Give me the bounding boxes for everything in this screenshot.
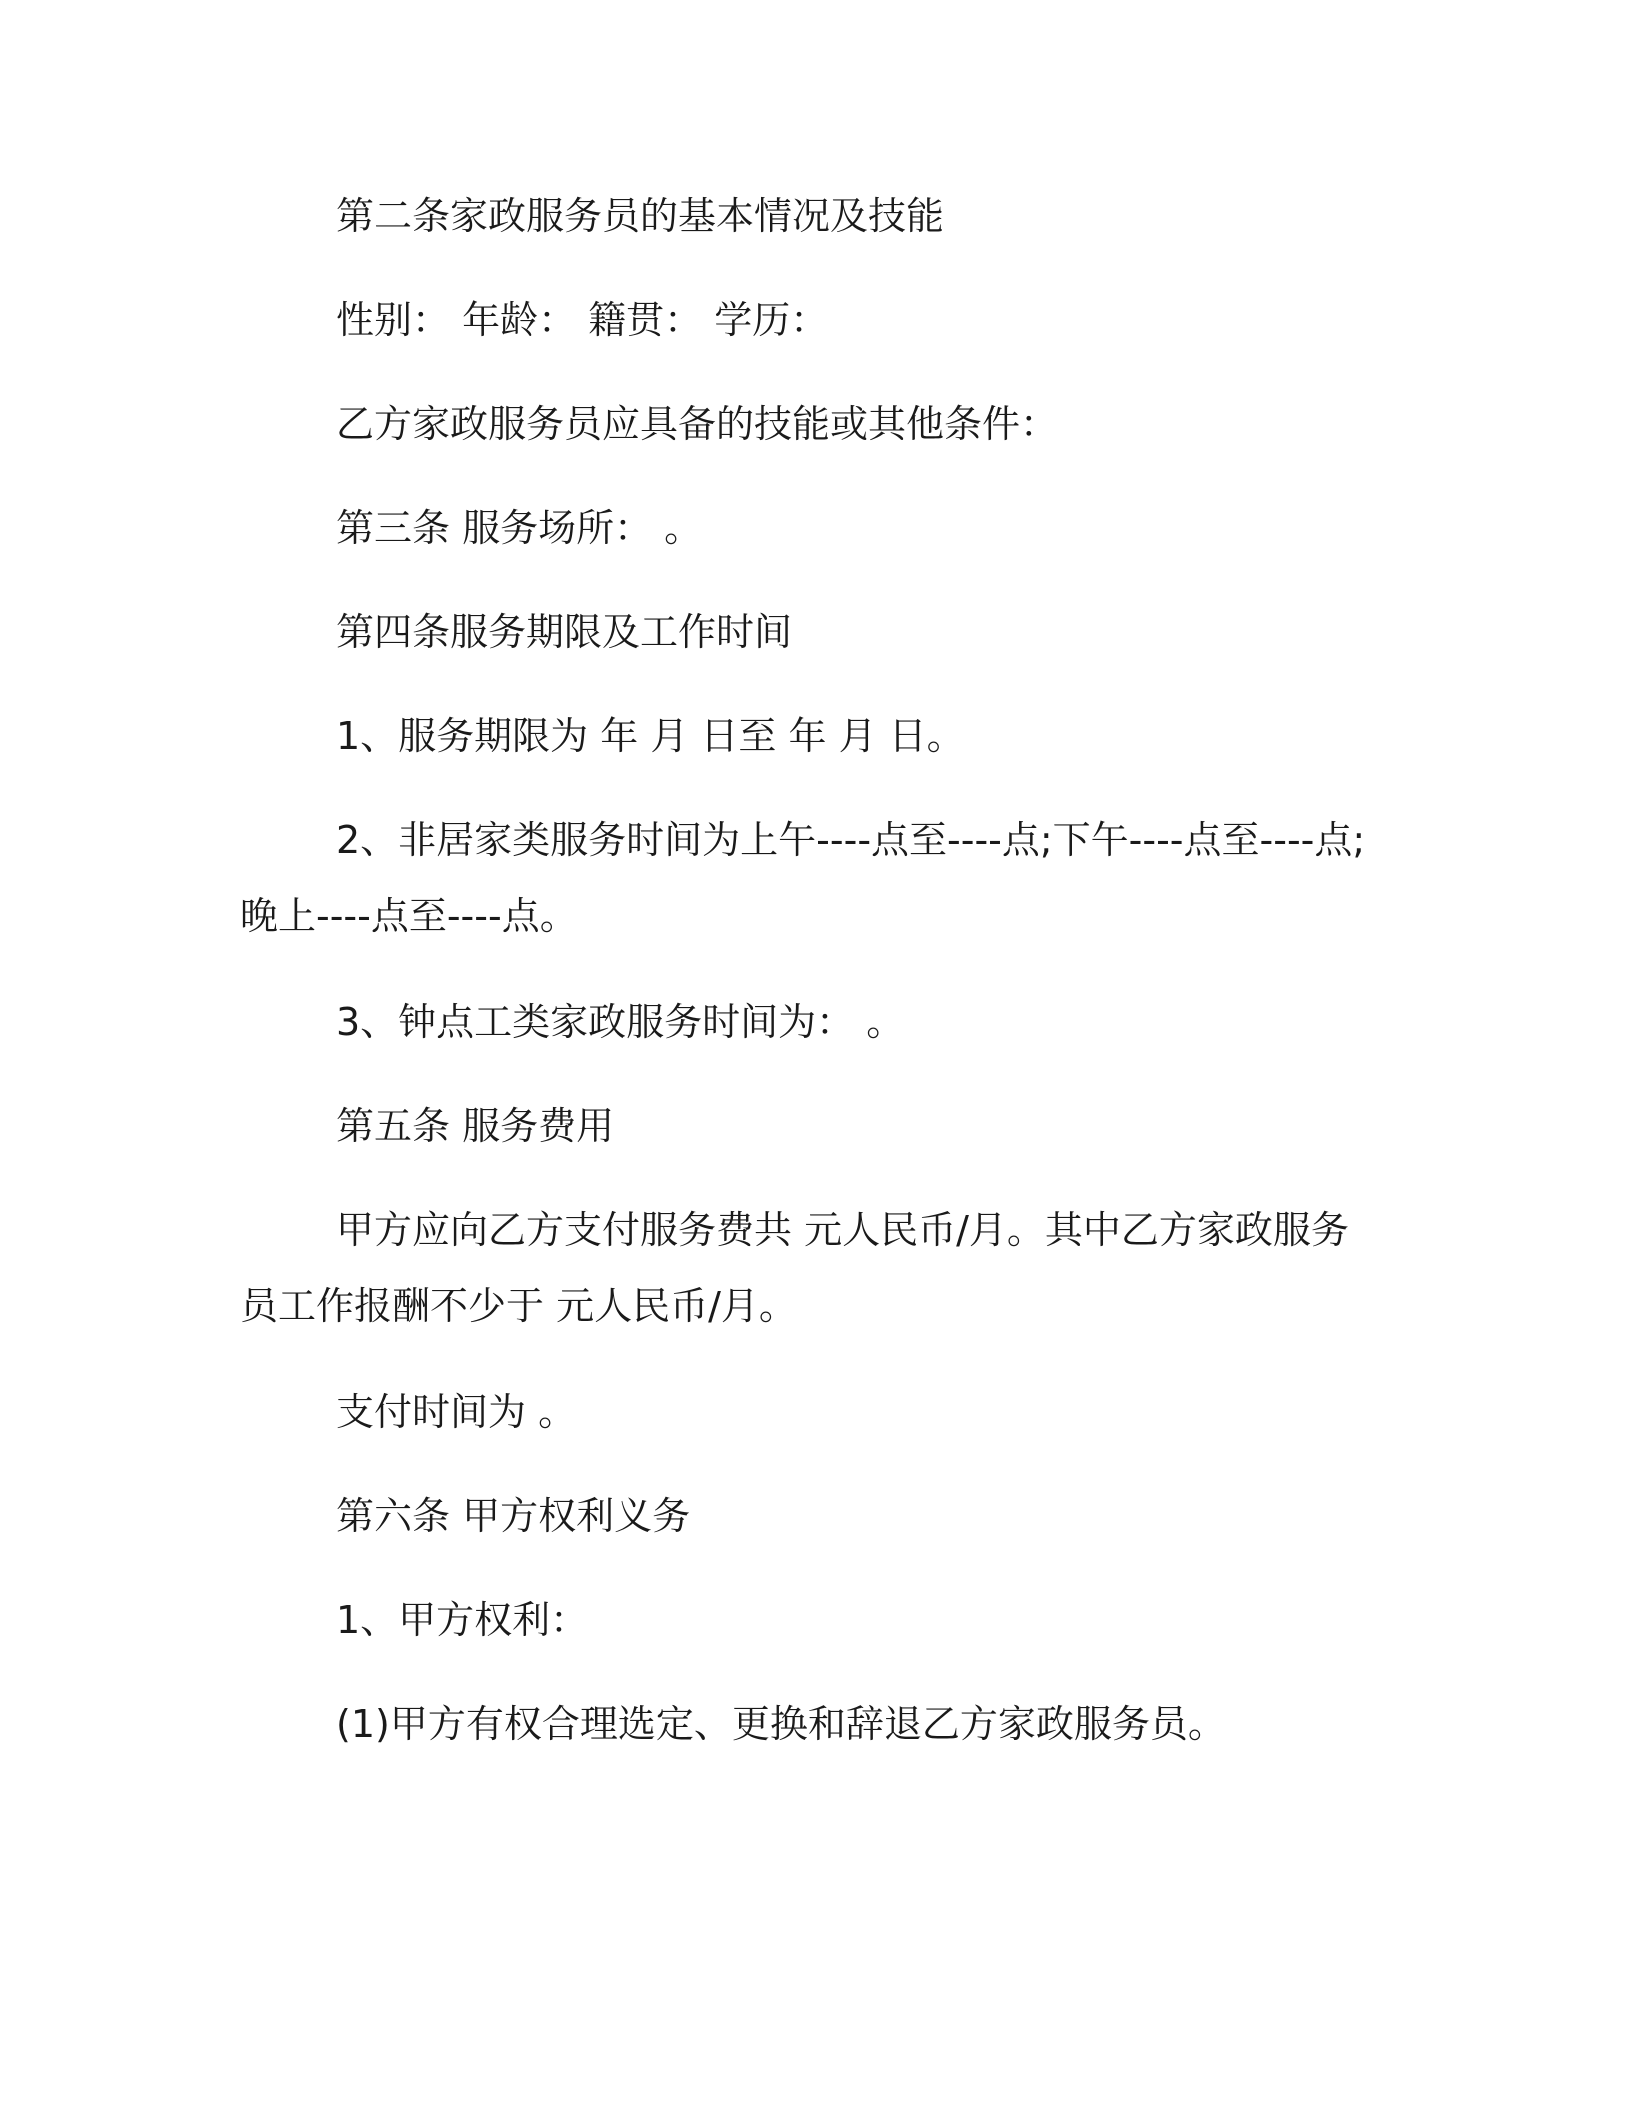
service-fee-clause: 甲方应向乙方支付服务费共 元人民币/月。其中乙方家政服务员工作报酬不少于 元人民币/月。: [240, 1208, 1349, 1328]
party-a-rights-heading: 1、甲方权利：: [336, 1598, 589, 1642]
payment-time: 支付时间为 。: [336, 1390, 577, 1434]
article-3-service-place: 第三条 服务场所： 。: [336, 506, 703, 550]
service-period: 1、服务期限为 年 月 日至 年 月 日。: [336, 714, 965, 758]
skills-requirement: 乙方家政服务员应具备的技能或其他条件：: [336, 402, 1059, 446]
hourly-worker-hours: 3、钟点工类家政服务时间为： 。: [336, 1000, 905, 1044]
party-a-right-1: (1)甲方有权合理选定、更换和辞退乙方家政服务员。: [336, 1702, 1226, 1746]
article-4-heading: 第四条服务期限及工作时间: [336, 610, 793, 654]
article-6-heading: 第六条 甲方权利义务: [336, 1494, 691, 1538]
article-5-heading: 第五条 服务费用: [336, 1104, 615, 1148]
personal-info-fields: 性别： 年龄： 籍贯： 学历：: [336, 298, 829, 342]
article-2-heading: 第二条家政服务员的基本情况及技能: [336, 194, 945, 238]
non-resident-hours: 2、非居家类服务时间为上午----点至----点;下午----点至----点;晚上----点至----点。: [240, 818, 1366, 938]
